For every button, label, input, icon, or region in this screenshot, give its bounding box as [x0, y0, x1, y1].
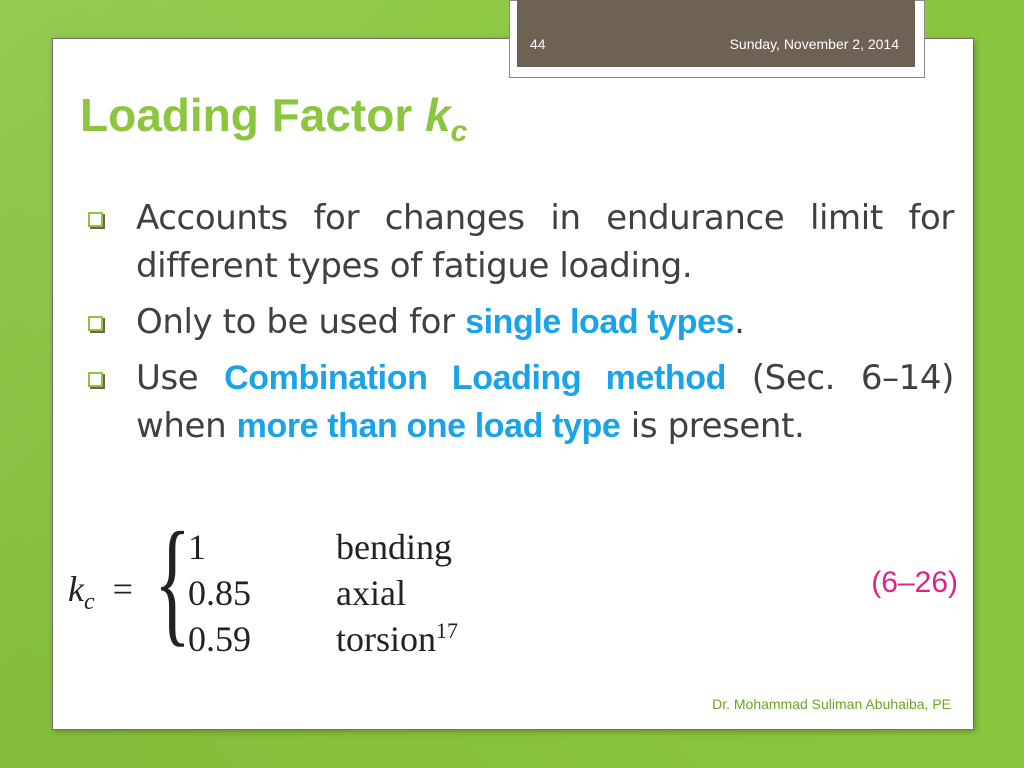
bullet-emphasis-2: more than one load type [236, 407, 621, 445]
bullet-text-suffix: is present. [620, 406, 805, 446]
brace-glyph: { [154, 504, 191, 659]
bullet-emphasis: single load types [465, 303, 735, 341]
bullet-list [88, 194, 954, 458]
bullet-item [88, 354, 954, 450]
slide-date: Sunday, November 2, 2014 [729, 36, 899, 52]
equation-lhs [68, 568, 133, 616]
square-bullet-icon [88, 316, 103, 331]
case-label: axial [336, 573, 406, 613]
equation-equals: = [112, 569, 133, 609]
case-value: 0.59 [188, 619, 251, 659]
header-bar [517, 0, 915, 67]
case-label: torsion [336, 619, 437, 659]
equation-lhs-subscript: c [83, 589, 95, 616]
slide-number: 44 [530, 36, 546, 52]
title-symbol-subscript: c [450, 115, 468, 148]
case-label: bending [336, 527, 452, 567]
title-symbol [425, 89, 468, 148]
footnote-mark: 17 [436, 618, 459, 643]
footer-author: Dr. Mohammad Suliman Abuhaiba, PE [712, 696, 951, 712]
case-value: 1 [188, 527, 206, 567]
title-text: Loading Factor [80, 89, 425, 141]
case-value: 0.85 [188, 573, 251, 613]
bullet-text-prefix: Use [136, 358, 225, 398]
bullet-text-suffix: . [734, 302, 745, 342]
bullet-text-middle: (Sec. 6–14) when [136, 358, 954, 446]
bullet-text-prefix: Only to be used for [136, 302, 466, 342]
bullet-emphasis: Combination Loading method [224, 359, 727, 397]
title-symbol-k: k [425, 89, 451, 141]
equation-number: (6–26) [871, 566, 958, 599]
square-bullet-icon [88, 212, 103, 227]
case-label-with-footnote [336, 618, 458, 660]
bullet-item [88, 194, 954, 290]
slide-title [80, 88, 467, 149]
square-bullet-icon [88, 372, 103, 387]
equation [68, 504, 488, 662]
bullet-text: Accounts for changes in endurance limit for different types of fatigue loading. [136, 198, 954, 286]
equation-lhs-symbol: k [68, 569, 84, 609]
bullet-item [88, 298, 954, 346]
